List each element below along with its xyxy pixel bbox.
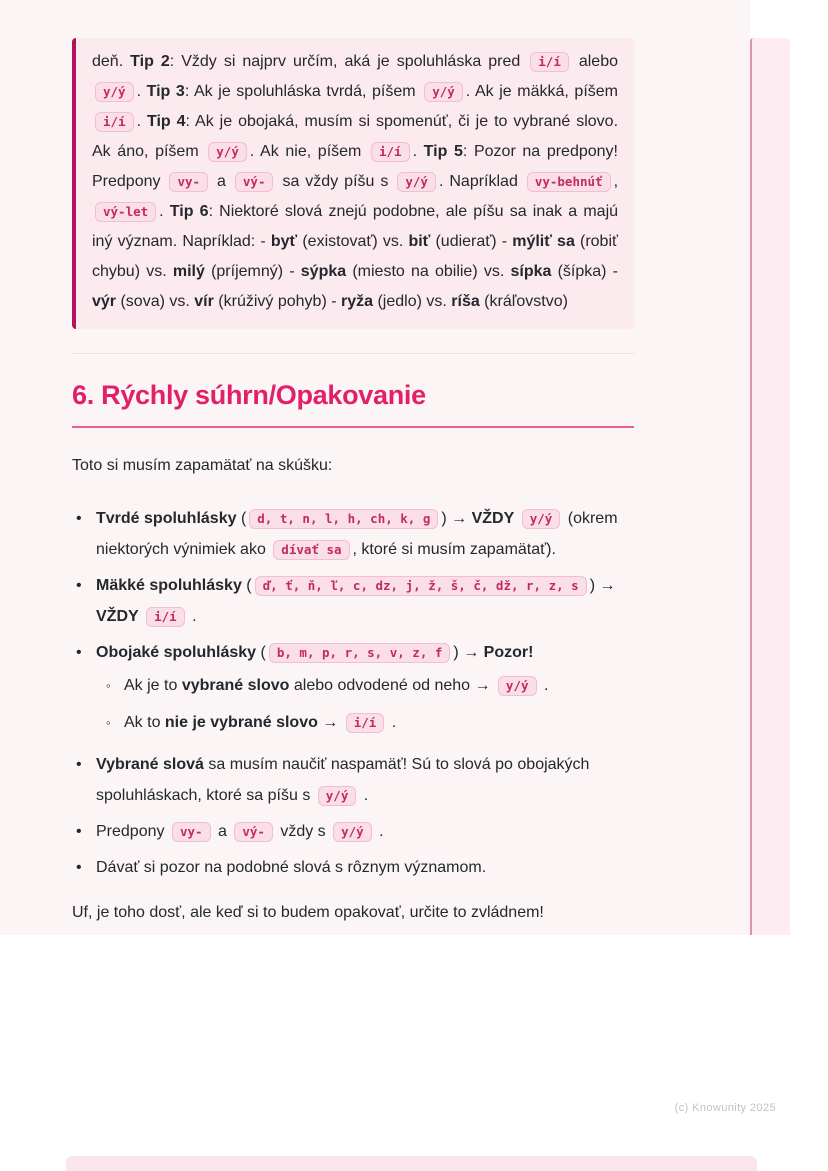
code-badge: y/ý <box>95 82 134 102</box>
list-item-text: Mäkké spoluhlásky ( ď, ť, ň, ľ, c, dz, j, ž, š, č, dž, r, z, s ) → VŽDY i/í . <box>96 577 616 625</box>
closing-paragraph: Uf, je toho dosť, ale keď si to budem opakovať, určite to zvládnem! <box>72 904 544 921</box>
code-badge: i/í <box>146 607 185 627</box>
sub-list-item-text: Ak to nie je vybrané slovo → i/í . <box>124 714 397 731</box>
bullet-marker: • <box>76 756 82 773</box>
bold-text: ríša <box>451 293 480 310</box>
tips-callout-text: deň. Tip 2: Vždy si najprv určím, aká je spoluhláska pred i/í alebo y/ý . Tip 3: Ak je spoluhláska tvrdá, píšem y/ý . Ak je mäkká, píšem i/í . Tip 4: Ak je obojaká, musím si spomenúť, či je to vybrané slovo. Ak áno, píšem y/ý . Ak nie, píšem i/í . Tip 5: Pozor na predpony! Predpony vy- a vý- sa vždy píšu s y/ý . Napríklad vy-behnúť , vý-let . Tip 6: Niektoré slová znejú podobne, ale píšu sa inak a majú iný význam. Napríklad: - byť (existovať) vs. biť (udierať) - mýliť sa (robiť chybu) vs. milý (príjemný) - sýpka (miesto na obilie) vs. sípka (šípka) - výr (sova) vs. vír (krúživý pohyb) - ryža (jedlo) vs. ríša (kráľovstvo) <box>92 53 619 310</box>
bold-text: ryža <box>340 293 374 310</box>
bold-text: sípka <box>510 263 552 280</box>
section-divider <box>72 353 634 354</box>
bold-text: výr <box>92 293 117 310</box>
summary-list <box>72 503 634 883</box>
bold-text: VŽDY <box>471 510 515 527</box>
code-badge: vy-behnúť <box>527 172 611 192</box>
list-item-text: Vybrané slová sa musím naučiť naspamäť! Sú to slová po obojakých spoluhláskach, ktoré sa píšu s y/ý . <box>96 756 590 804</box>
code-badge: d, t, n, l, h, ch, k, g <box>249 509 438 529</box>
bold-text: Tip 5 <box>423 143 463 160</box>
bold-text: Mäkké spoluhlásky <box>96 577 242 594</box>
bullet-marker: • <box>76 644 82 661</box>
heading-underline <box>72 426 634 428</box>
bullet-marker: • <box>76 859 82 876</box>
code-badge: i/í <box>371 142 410 162</box>
sub-list-item-text: Ak je to vybrané slovo alebo odvodené od neho → y/ý . <box>124 677 549 694</box>
list-item-text: Tvrdé spoluhlásky ( d, t, n, l, h, ch, k, g ) → VŽDY y/ý (okrem niektorých výnimiek ako dívať sa , ktoré si musím zapamätať). <box>96 510 618 558</box>
bold-text: sýpka <box>300 263 347 280</box>
code-badge: y/ý <box>208 142 247 162</box>
code-badge: y/ý <box>424 82 463 102</box>
list-item <box>76 503 634 565</box>
bullet-marker: • <box>76 577 82 594</box>
bold-text: Tip 6 <box>169 203 209 220</box>
list-item-text: Predpony vy- a vý- vždy s y/ý . <box>96 823 384 840</box>
list-item-text: Dávať si pozor na podobné slová s rôznym významom. <box>96 859 487 876</box>
code-badge: y/ý <box>522 509 561 529</box>
list-item <box>76 570 634 632</box>
list-item <box>76 816 634 847</box>
bold-text: Tvrdé spoluhlásky <box>96 510 237 527</box>
bold-text: VŽDY <box>96 608 139 625</box>
list-item-text: Obojaké spoluhlásky ( b, m, p, r, s, v, z, f ) → Pozor! ◦ Ak je to vybrané slovo alebo odvodené od neho → y/ý . ◦ Ak to nie je vybrané slovo → i/í . <box>96 637 634 744</box>
sub-bullet-marker: ◦ <box>106 715 111 730</box>
code-badge: y/ý <box>333 822 372 842</box>
bold-text: Tip 2 <box>130 53 170 70</box>
list-item <box>76 749 634 811</box>
bold-text: Tip 3 <box>146 83 185 100</box>
code-badge: i/í <box>346 713 385 733</box>
sub-list <box>96 670 634 738</box>
copyright: (c) Knowunity 2025 <box>674 1102 776 1114</box>
sub-bullet-marker: ◦ <box>106 678 111 693</box>
bold-text: vybrané slovo <box>181 677 290 694</box>
bold-text: biť <box>408 233 431 250</box>
code-badge: vy- <box>172 822 211 842</box>
bold-text: milý <box>172 263 205 280</box>
list-item <box>76 852 634 883</box>
bold-text: Pozor! <box>483 644 534 661</box>
code-badge: i/í <box>530 52 569 72</box>
bold-text: byť <box>270 233 298 250</box>
bold-text: nie je vybrané slovo <box>164 714 318 731</box>
code-badge: vý- <box>234 822 273 842</box>
code-badge: vy- <box>169 172 208 192</box>
document-content <box>72 38 634 928</box>
code-badge: y/ý <box>498 676 537 696</box>
bold-text: Tip 4 <box>146 113 186 130</box>
code-badge: y/ý <box>397 172 436 192</box>
bold-text: Obojaké spoluhlásky <box>96 644 257 661</box>
bold-text: Vybrané slová <box>96 756 204 773</box>
tips-callout <box>72 38 634 329</box>
code-badge: b, m, p, r, s, v, z, f <box>269 643 451 663</box>
code-badge: ď, ť, ň, ľ, c, dz, j, ž, š, č, dž, r, z, s <box>255 576 587 596</box>
bullet-marker: • <box>76 510 82 527</box>
code-badge: vý- <box>235 172 274 192</box>
code-badge: y/ý <box>318 786 357 806</box>
sub-list-item <box>106 670 634 701</box>
next-page-edge <box>750 38 790 935</box>
code-badge: vý-let <box>95 202 156 222</box>
bold-text: vír <box>194 293 214 310</box>
next-page-top-edge <box>66 1156 757 1171</box>
section-heading: 6. Rýchly súhrn/Opakovanie <box>72 380 426 410</box>
list-item <box>76 637 634 744</box>
bullet-marker: • <box>76 823 82 840</box>
bold-text: mýliť sa <box>512 233 575 250</box>
code-badge: dívať sa <box>273 540 349 560</box>
sub-list-item <box>106 707 634 738</box>
intro-paragraph: Toto si musím zapamätať na skúšku: <box>72 457 333 474</box>
code-badge: i/í <box>95 112 134 132</box>
